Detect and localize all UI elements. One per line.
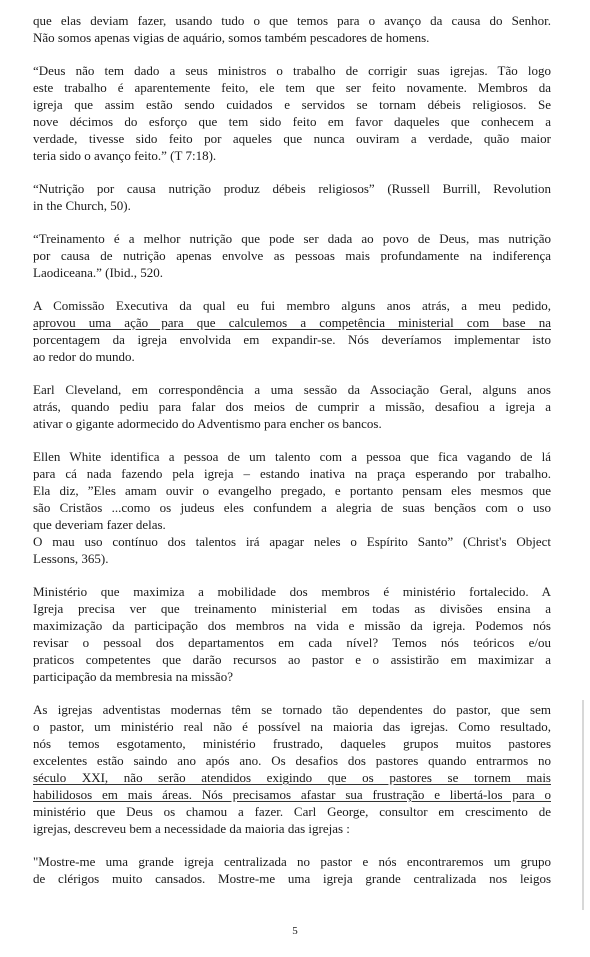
text-line: verdade, tivesse sido feito por aqueles que nunca ouviram a verdade, quão maior [33,131,551,146]
text-line: participação da membresia na missão? [33,669,233,684]
text-line: maximização da participação dos membros na vida e missão da igreja. Podemos nós [33,618,551,633]
text-line: “Treinamento é a melhor nutrição que pode ser dada ao povo de Deus, mas nutrição [33,231,551,246]
text-line: por causa de nutrição apenas envolve as pessoas mais profundamente na indiferença [33,248,551,263]
text-line: porcentagem da igreja envolvida em expandir-se. Nós deveríamos implementar isto [33,332,551,347]
text-line: teria sido o avanço feito.” (T 7:18). [33,148,217,163]
text-line: "Mostre-me uma grande igreja centralizada no pastor e nós encontraremos um grupo [33,854,551,869]
paragraph-ellen-white [33,448,551,567]
text-line: este trabalho é aparentemente feito, ele tem que ser feito novamente. Membros da [33,80,551,95]
text-line: excelentes estão saindo ano após ano. Os desafios dos pastores quando entrarmos no [33,753,551,768]
citation-paragraph [33,180,551,214]
paragraph-ministry [33,583,551,685]
underlined-text-line: século XXI, não serão atendidos exigindo que os pastores se tornem mais [33,770,551,785]
text-line: revisar o pessoal dos departamentos em cada nível? Temos nós teóricos e/ou [33,635,551,650]
text-line: Igreja precisa ver que treinamento ministerial em todas as divisões ensina a [33,601,551,616]
scan-edge-shadow [582,700,584,910]
quote-paragraph [33,62,551,164]
text-line: ao redor do mundo. [33,349,135,364]
text-line: atrás, quando pediu para falar dos meios de cumprir a missão, desafiou a igreja a [33,399,551,414]
text-line: in the Church, 50). [33,198,131,213]
text-line: para cá nada fazendo pela igreja – estando inativa na praça esperando por trabalho. [33,466,551,481]
text-line: “Nutrição por causa nutrição produz débeis religiosos” (Russell Burrill, Revolution [33,181,551,196]
text-line: Lessons, 365). [33,551,109,566]
text-line: Ellen White identifica a pessoa de um talento com a pessoa que fica vagando de lá [33,449,551,464]
text-line: que elas deviam fazer, usando tudo o que temos para o avanço da causa do Senhor. [33,13,551,28]
text-line: “Deus não tem dado a seus ministros o trabalho de corrigir suas igrejas. Tão logo [33,63,551,78]
text-line: o pastor, um ministério real não é possível na maioria das igrejas. Como resultado, [33,719,551,734]
page-number: 5 [292,925,298,937]
paragraph-cleveland [33,381,551,432]
text-line: Earl Cleveland, em correspondência a uma sessão da Associação Geral, alguns anos [33,382,551,397]
body-text [33,0,551,903]
text-line: igrejas, descreveu bem a necessidade da maioria das igrejas : [33,821,350,836]
paragraph-1 [33,12,551,46]
text-line: nós temos esgotamento, ministério frustrado, daqueles grupos muitos pastores [33,736,551,751]
paragraph-churches [33,701,551,837]
underlined-text-line: aprovou uma ação para que calculemos a competência ministerial com base na [33,315,551,330]
text-line: O mau uso contínuo dos talentos irá apagar neles o Espírito Santo” (Christ's Object [33,534,551,549]
text-line: Laodiceana.” (Ibid., 520. [33,265,163,280]
text-line: ativar o gigante adormecido do Adventismo para encher os bancos. [33,416,382,431]
text-line: nove décimos do esforço que tem sido feito em favor daqueles que conhecem a [33,114,551,129]
text-line: A Comissão Executiva da qual eu fui membro alguns anos atrás, a meu pedido, [33,298,551,313]
text-line: Ela diz, ”Eles amam ouvir o evangelho pregado, e portanto pensam eles mesmos que [33,483,551,498]
text-line: Ministério que maximiza a mobilidade dos membros é ministério fortalecido. A [33,584,551,599]
text-line: que deveriam fazer delas. [33,517,166,532]
text-line: ministério que Deus os chamou a fazer. Carl George, consultor em crescimento de [33,804,551,819]
quote-paragraph-final [33,853,551,887]
text-line: são Cristãos ...como os judeus eles confundem a alegria de suas bençãos com o uso [33,500,551,515]
text-line: de clérigos muito cansados. Mostre-me uma igreja grande centralizada nos leigos [33,871,551,886]
text-line: Não somos apenas vigias de aquário, somos também pescadores de homens. [33,30,430,45]
text-line: praticos competentes que darão recursos ao pastor e o assistirão em maximizar a [33,652,551,667]
text-line: As igrejas adventistas modernas têm se tornado tão dependentes do pastor, que sem [33,702,551,717]
text-line: igreja que assim estão sendo cuidados e servidos se tornam débeis religiosos. Se [33,97,551,112]
underlined-text-line: habilidosos em mais áreas. Nós precisamos afastar sua frustração e libertá-los para o [33,787,551,802]
quote-paragraph [33,230,551,281]
paragraph-commission [33,297,551,365]
